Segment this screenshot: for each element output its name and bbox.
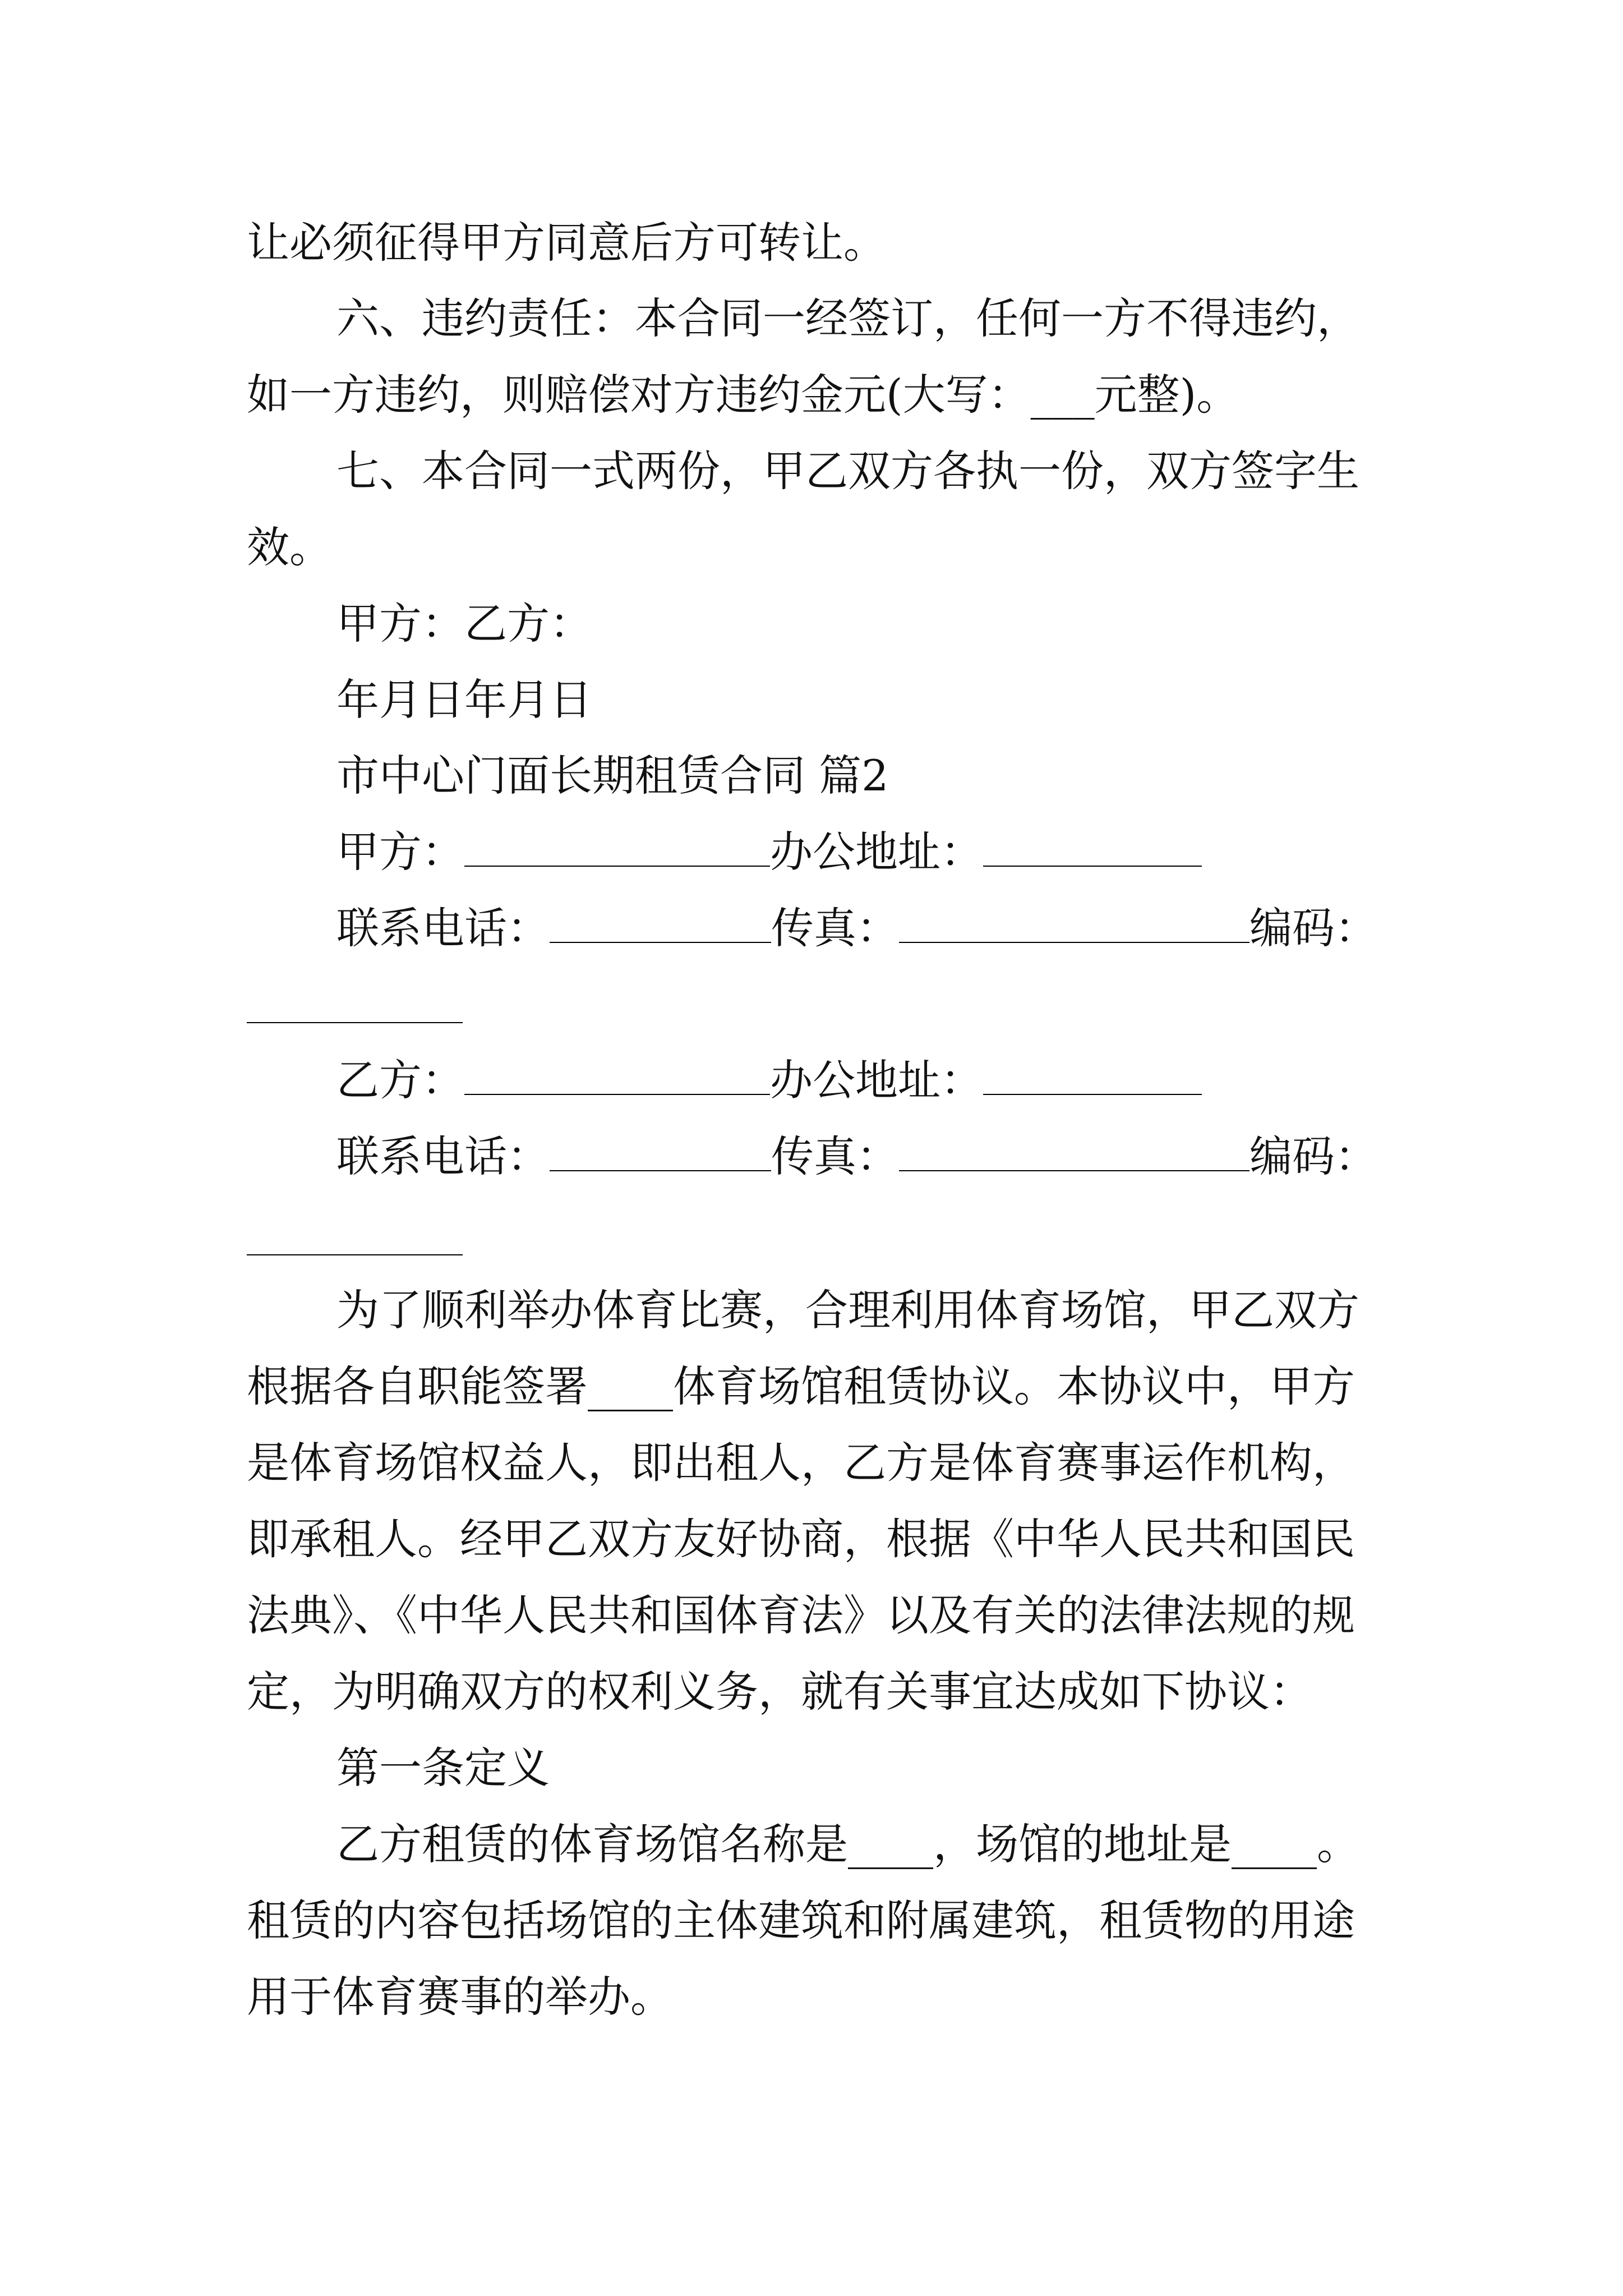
postcode-blank [247,1022,463,1023]
section-title: 市中心门面长期租赁合同 篇2 [336,751,889,800]
paragraph-line: 即承租人。经甲乙双方友好协商，根据《中华人民共和国民 [247,1514,1355,1564]
party-b-line [336,1055,1202,1105]
postcode-blank [247,1254,463,1255]
paragraph-line: 法典》、《中华人民共和国体育法》以及有关的法律法规的规 [247,1590,1355,1640]
postcode-label: 编码： [1249,1131,1377,1181]
party-b-label: 乙方： [336,1055,464,1105]
signature-dates: 年月日年月日 [336,675,592,725]
party-a-contact-line [336,903,1377,953]
paragraph-line: 定，为明确双方的权利义务，就有关事宜达成如下协议： [247,1667,1312,1717]
office-address-blank [983,832,1202,867]
phone-blank [550,1137,771,1171]
office-address-blank [983,1060,1202,1095]
party-b-blank [464,1060,770,1095]
paragraph-line: 为了顺利举办体育比赛，合理利用体育场馆，甲乙双方 [336,1285,1359,1335]
party-a-blank [464,832,770,867]
phone-blank [550,908,771,943]
postcode-label: 编码： [1249,903,1377,953]
office-address-label: 办公地址： [770,1055,983,1105]
phone-label: 联系电话： [336,1131,550,1181]
text-line: 七、本合同一式两份，甲乙双方各执一份，双方签字生 [336,446,1359,496]
office-address-label: 办公地址： [770,827,983,877]
article-heading: 第一条定义 [336,1743,550,1793]
fax-label: 传真： [771,1131,899,1181]
paragraph-line: 用于体育赛事的举办。 [247,1972,673,2022]
paragraph-line: 是体育场馆权益人，即出租人，乙方是体育赛事运作机构， [247,1438,1355,1488]
text-line: 六、违约责任：本合同一经签订，任何一方不得违约， [336,293,1359,343]
text-line: 让必须征得甲方同意后方可转让。 [247,218,886,268]
fax-blank [899,1137,1249,1171]
paragraph-line: 乙方租赁的体育场馆名称是____，场馆的地址是____。 [336,1819,1359,1869]
phone-label: 联系电话： [336,903,550,953]
party-a-label: 甲方： [336,827,464,877]
fax-blank [899,908,1249,943]
fax-label: 传真： [771,903,899,953]
party-a-line [336,827,1202,877]
text-line: 如一方违约，则赔偿对方违约金元(大写：___元整)。 [247,370,1239,420]
signature-parties: 甲方：乙方： [336,599,592,648]
text-line: 效。 [247,522,332,572]
party-b-contact-line [336,1131,1377,1181]
paragraph-line: 租赁的内容包括场馆的主体建筑和附属建筑，租赁物的用途 [247,1895,1355,1945]
paragraph-line: 根据各自职能签署____体育场馆租赁协议。本协议中，甲方 [247,1361,1355,1411]
